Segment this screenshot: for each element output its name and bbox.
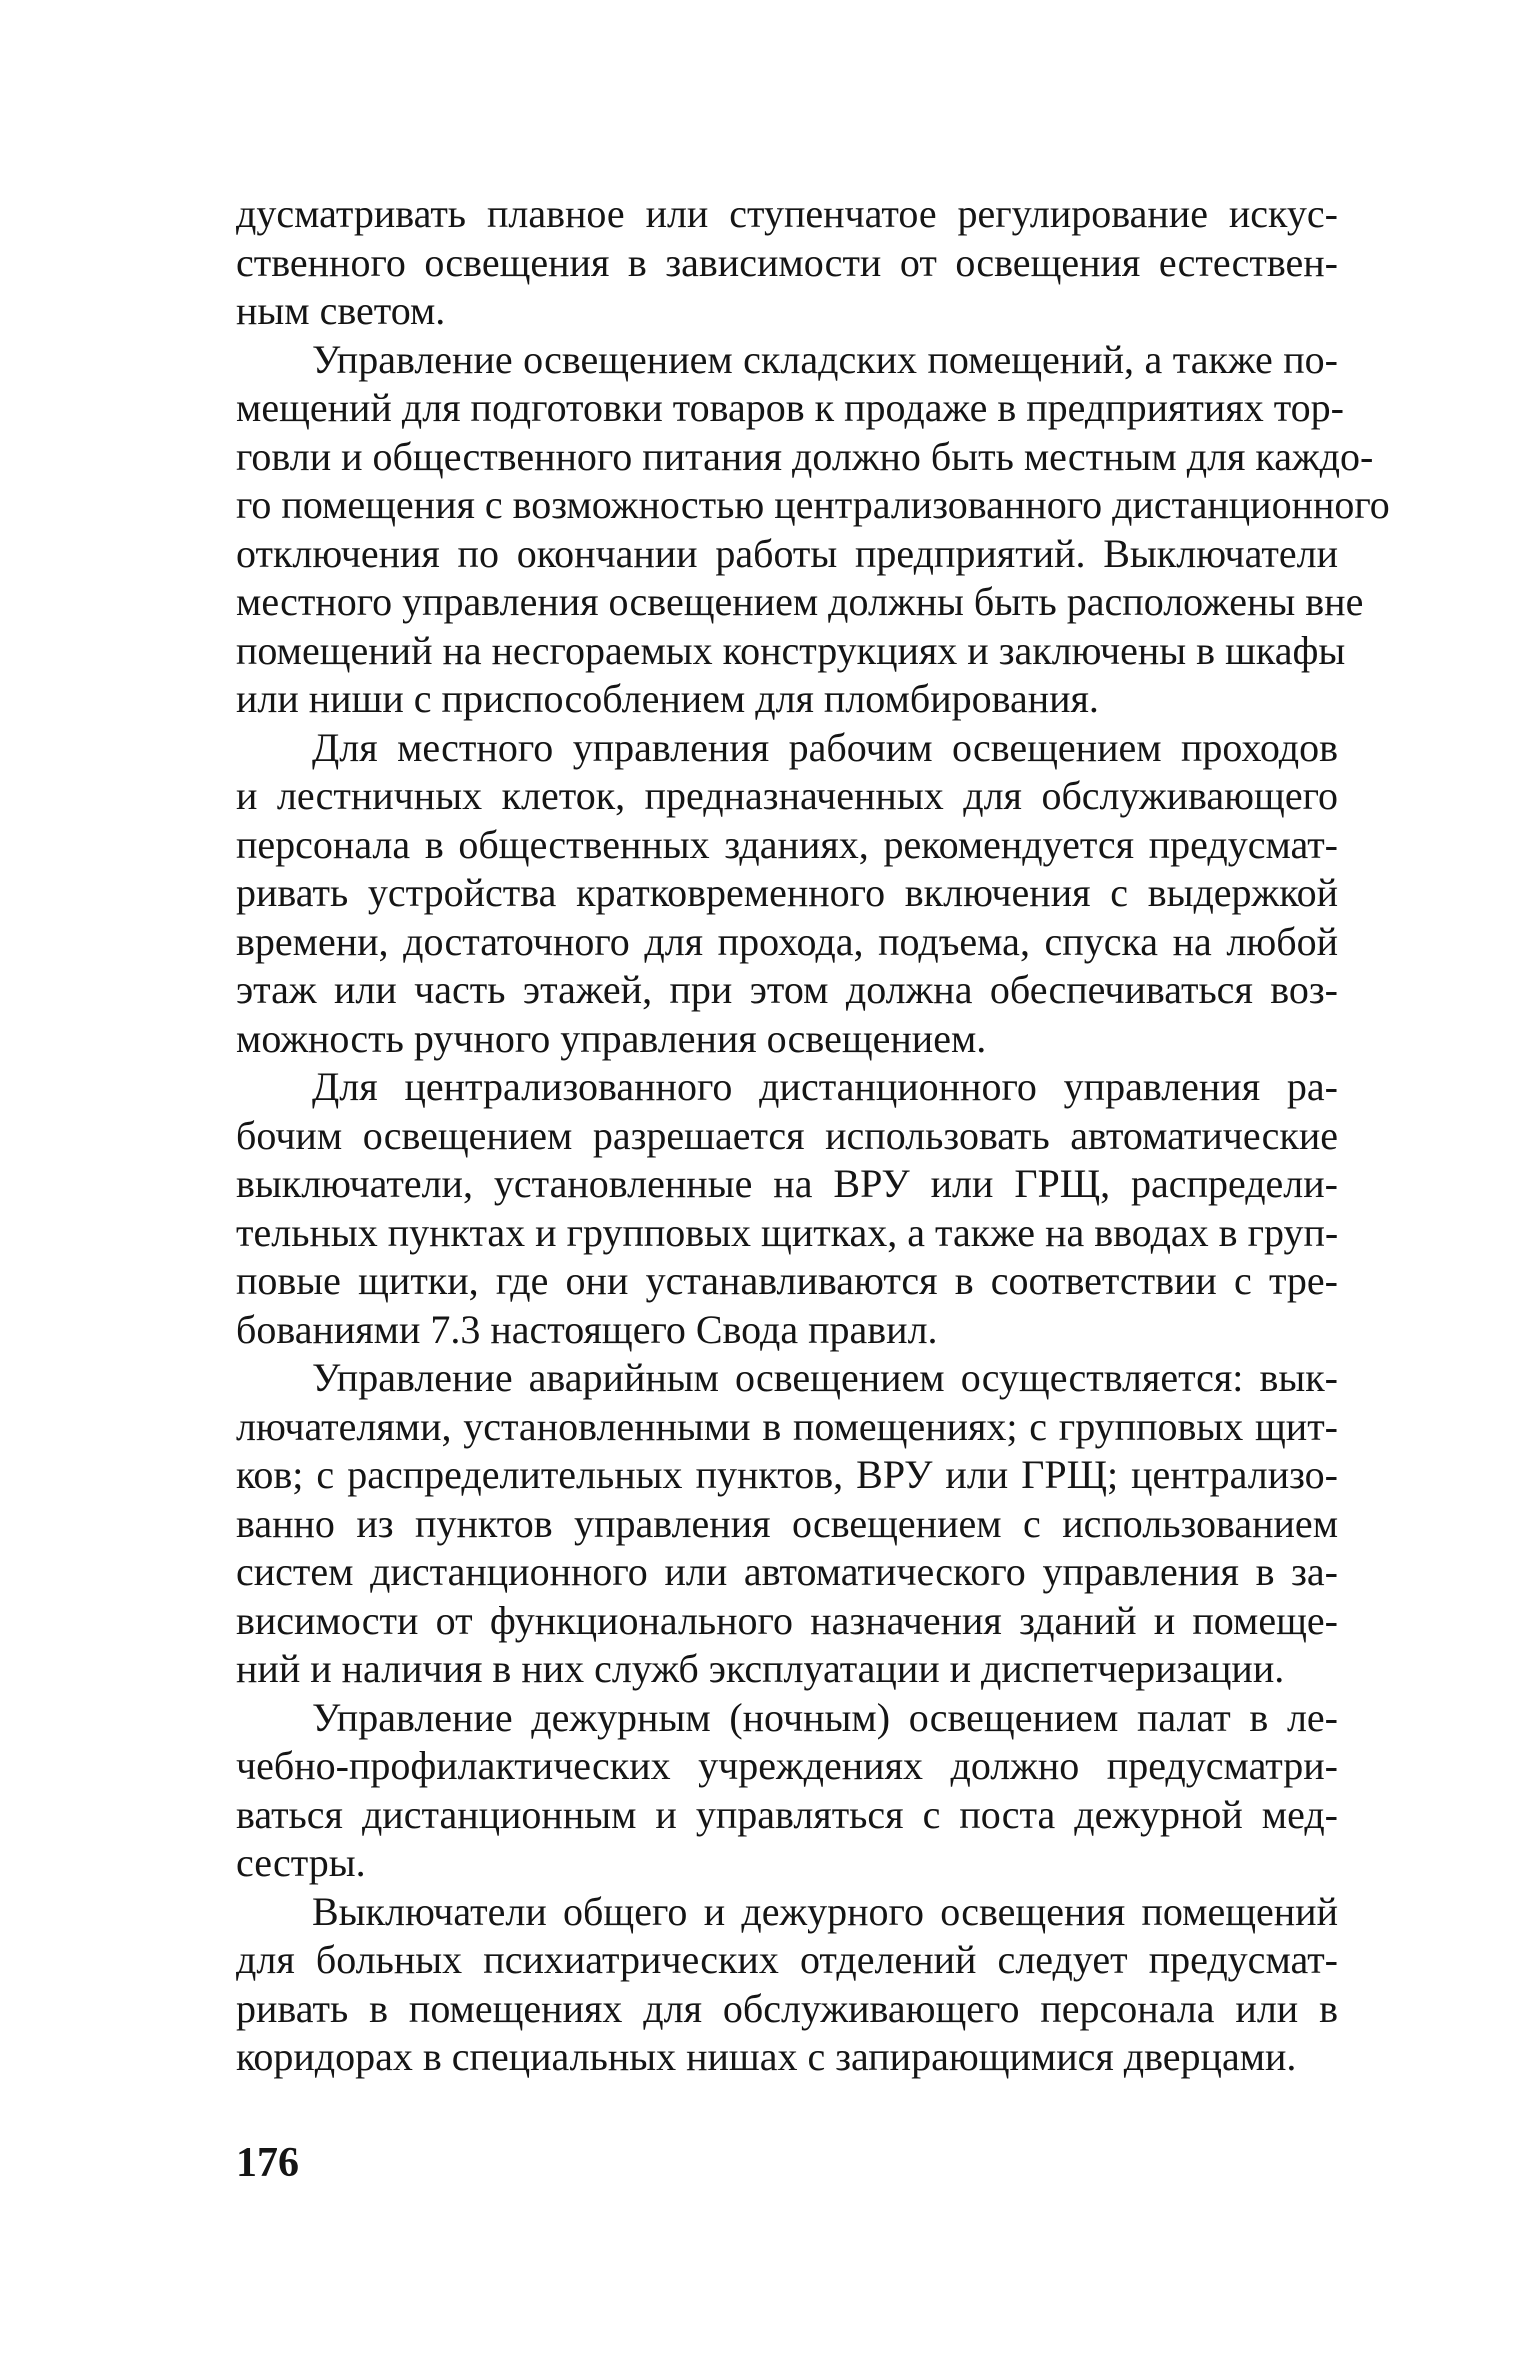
text-line: говли и общественного питания должно быть местным для каждо-	[236, 433, 1374, 479]
text-line: Управление аварийным освещением осуществляется: вык-	[312, 1355, 1338, 1400]
text-line: времени, достаточного для прохода, подъема, спуска на любой	[236, 918, 1338, 964]
text-line: тельных пунктах и групповых щитках, а также на вводах в груп-	[236, 1209, 1339, 1255]
text-line: ваться дистанционным и управляться с поста дежурной мед-	[236, 1791, 1338, 1837]
paragraph	[236, 1888, 1338, 2082]
text-line: коридорах в специальных нишах с запирающимися дверцами.	[236, 2034, 1297, 2079]
paragraph	[236, 1694, 1338, 1888]
text-line: бованиями 7.3 настоящего Свода правил.	[236, 1306, 938, 1352]
text-line: Выключатели общего и дежурного освещения помещений	[312, 1888, 1338, 1934]
text-line: ривать устройства кратковременного включения с выдержкой	[236, 870, 1338, 915]
paragraph	[236, 1063, 1338, 1354]
text-line: го помещения с возможностью централизованного дистанционного	[236, 482, 1390, 527]
page-number: 176	[236, 2140, 299, 2186]
text-line: Управление дежурным (ночным) освещением палат в ле-	[312, 1694, 1338, 1740]
text-line: ным светом.	[236, 288, 446, 333]
text-line: сестры.	[236, 1840, 366, 1885]
text-line: отключения по окончании работы предприятий. Выключатели	[236, 530, 1338, 576]
text-line: ванно из пунктов управления освещением с использованием	[236, 1500, 1338, 1546]
text-line: выключатели, установленные на ВРУ или ГРЩ, распредели-	[236, 1161, 1338, 1206]
paragraph	[236, 724, 1338, 1064]
text-line: этаж или часть этажей, при этом должна обеспечиваться воз-	[236, 967, 1338, 1012]
text-line: бочим освещением разрешается использовать автоматические	[236, 1112, 1338, 1158]
text-line: местного управления освещением должны быть расположены вне	[236, 579, 1364, 624]
text-line: или ниши с приспособлением для пломбирования.	[236, 676, 1099, 721]
text-line: ков; с распределительных пунктов, ВРУ или ГРЩ; централизо-	[236, 1452, 1338, 1497]
paragraph	[236, 190, 1338, 336]
page-body	[236, 190, 1390, 2082]
text-line: Для местного управления рабочим освещением проходов	[312, 724, 1338, 770]
text-line: чебно-профилактических учреждениях должно предусматри-	[236, 1743, 1338, 1788]
text-line: лючателями, установленными в помещениях; с групповых щит-	[236, 1403, 1338, 1449]
text-line: ривать в помещениях для обслуживающего персонала или в	[236, 1985, 1338, 2031]
paragraph	[236, 1354, 1338, 1694]
text-line: персонала в общественных зданиях, рекомендуется предусмат-	[236, 821, 1338, 867]
paragraph	[236, 336, 1390, 724]
text-line: помещений на несгораемых конструкциях и заключены в шкафы	[236, 627, 1346, 673]
text-line: висимости от функционального назначения зданий и помеще-	[236, 1597, 1338, 1643]
text-line: и лестничных клеток, предназначенных для обслуживающего	[236, 773, 1338, 818]
text-line: повые щитки, где они устанавливаются в соответствии с тре-	[236, 1258, 1338, 1303]
text-line: Управление освещением складских помещений, а также по-	[312, 336, 1338, 382]
text-line: мещений для подготовки товаров к продаже в предприятиях тор-	[236, 385, 1344, 430]
text-line: для больных психиатрических отделений следует предусмат-	[236, 1937, 1338, 1982]
text-line: можность ручного управления освещением.	[236, 1015, 987, 1061]
text-line: ний и наличия в них служб эксплуатации и диспетчеризации.	[236, 1646, 1285, 1691]
text-line: ственного освещения в зависимости от освещения естествен-	[236, 239, 1338, 285]
text-line: Для централизованного дистанционного управления ра-	[312, 1064, 1338, 1109]
text-line: систем дистанционного или автоматического управления в за-	[236, 1549, 1338, 1594]
text-line: дусматривать плавное или ступенчатое регулирование искус-	[236, 191, 1338, 236]
